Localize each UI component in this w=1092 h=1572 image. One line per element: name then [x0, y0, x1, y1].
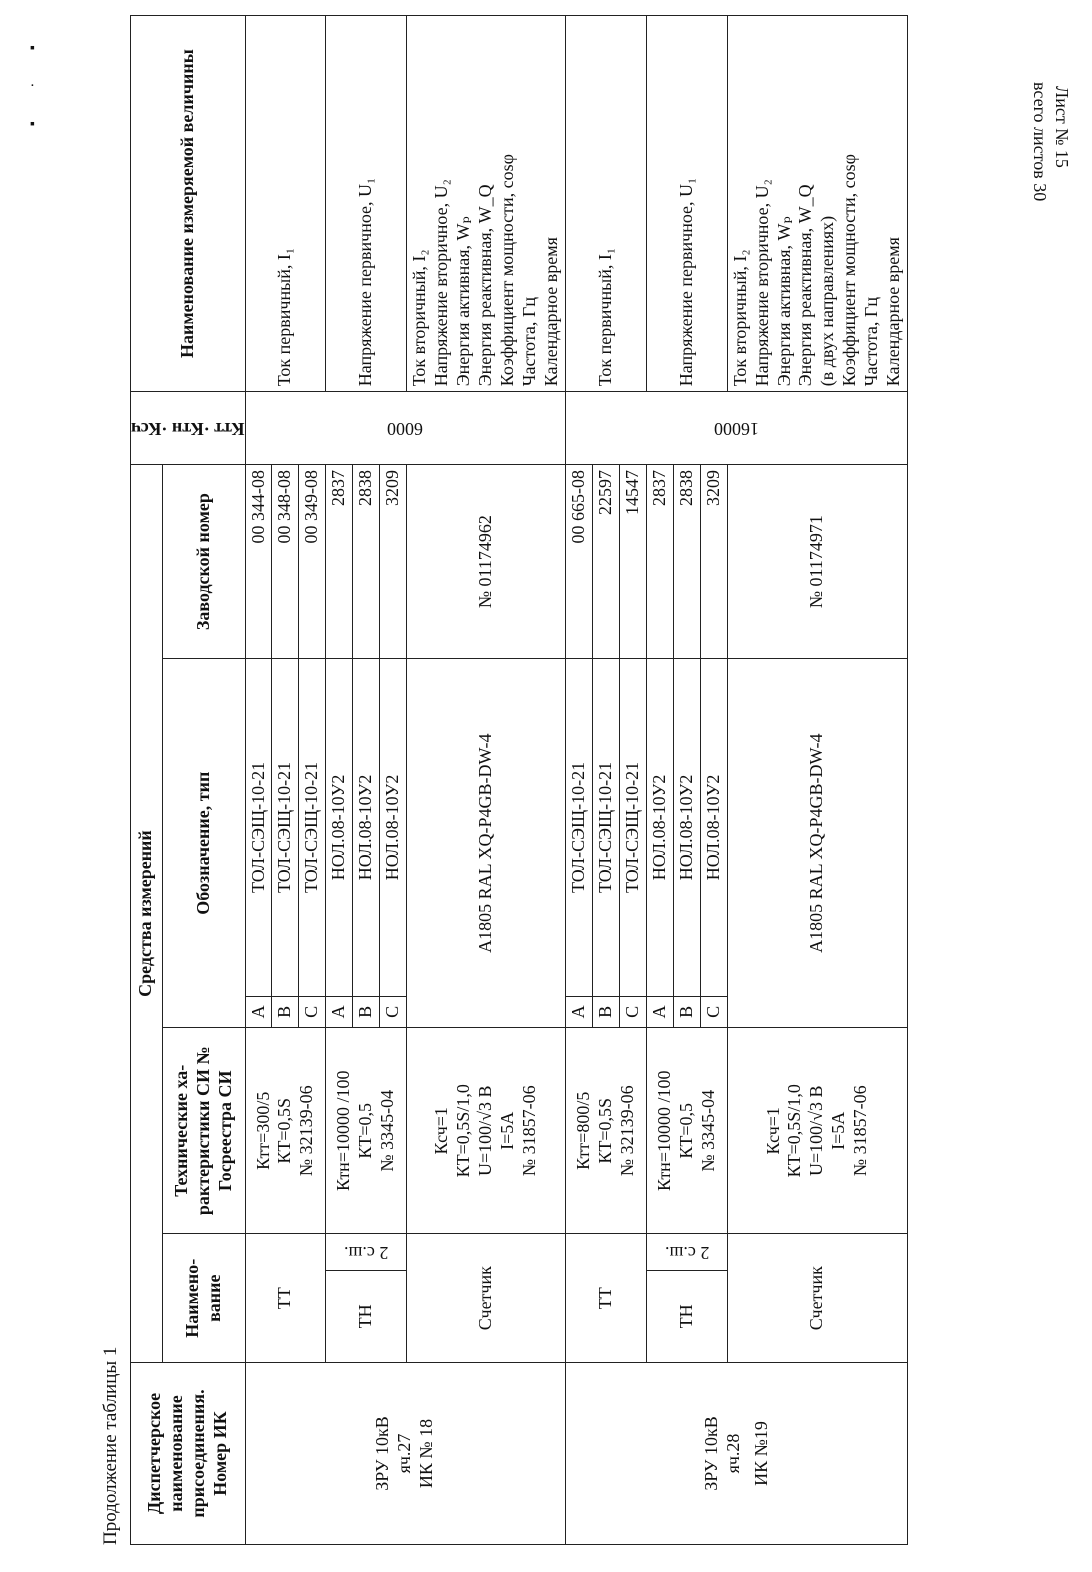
sheet-number: Лист № 15	[1052, 86, 1072, 168]
device-type: НОЛ.08-10У2	[380, 659, 407, 996]
quantity-tt: Ток первичный, I₁	[245, 16, 326, 392]
serial-number: 14547	[619, 465, 646, 659]
meter-type: А1805 RAL XQ-P4GB-DW-4	[407, 659, 566, 1028]
serial-number: 2838	[673, 465, 700, 659]
device-type: НОЛ.08-10У2	[353, 659, 380, 996]
serial-number: 2837	[326, 465, 353, 659]
table-row	[326, 16, 353, 1545]
table-row	[407, 16, 566, 1545]
rotated-page	[100, 0, 1092, 1550]
tn-tech: Ктн=10000 /100 КТ=0,5 № 3345-04	[326, 1028, 407, 1234]
device-type: НОЛ.08-10У2	[646, 659, 673, 996]
phase: В	[673, 996, 700, 1028]
tn-tech: Ктн=10000 /100 КТ=0,5 № 3345-04	[646, 1028, 727, 1234]
phase: В	[353, 996, 380, 1028]
tn-quantity: 2 с.ш.	[326, 1234, 407, 1270]
phase: А	[565, 996, 592, 1028]
margin-mark: ▪	[30, 117, 35, 132]
serial-number: 2838	[353, 465, 380, 659]
meter-type: А1805 RAL XQ-P4GB-DW-4	[727, 659, 908, 1028]
meter-serial: № 01174971	[727, 465, 908, 659]
phase: С	[700, 996, 727, 1028]
phase: С	[299, 996, 326, 1028]
device-type: НОЛ.08-10У2	[673, 659, 700, 996]
meter-tech: Ксч=1 КТ=0,5S/1,0 U=100/√3 В I=5А № 31857-06	[407, 1028, 566, 1234]
measurement-table	[130, 15, 908, 1545]
dispatcher-cell: ЗРУ 10кВ яч.27 ИК № 18	[245, 1363, 565, 1545]
quantity-tn: Напряжение первичное, U₁	[326, 16, 407, 392]
ratio-cell: 16000	[565, 392, 907, 465]
tn-label: ТН	[326, 1270, 407, 1362]
tn-quantity: 2 с.ш.	[646, 1234, 727, 1270]
meter-serial: № 01174962	[407, 465, 566, 659]
phase: С	[619, 996, 646, 1028]
serial-number: 3209	[380, 465, 407, 659]
device-type: ТОЛ-СЭЩ-10-21	[299, 659, 326, 996]
scan-margin-marks	[30, 30, 35, 144]
header-tech: Технические ха-рактеристики СИ № Госреестра СИ	[162, 1028, 245, 1234]
ratio-cell: 6000	[245, 392, 565, 465]
serial-number: 00 665-08	[565, 465, 592, 659]
tn-label: ТН	[646, 1270, 727, 1362]
device-type: ТОЛ-СЭЩ-10-21	[619, 659, 646, 996]
serial-number: 3209	[700, 465, 727, 659]
tt-label: ТТ	[245, 1234, 326, 1363]
tt-tech: Ктт=300/5 КТ=0,5S № 32139-06	[245, 1028, 326, 1234]
margin-mark: ▪	[30, 41, 35, 56]
dispatcher-cell: ЗРУ 10кВ яч.28 ИК №19	[565, 1363, 907, 1545]
device-type: НОЛ.08-10У2	[700, 659, 727, 996]
serial-number: 00 349-08	[299, 465, 326, 659]
device-type: ТОЛ-СЭЩ-10-21	[565, 659, 592, 996]
phase: А	[245, 996, 272, 1028]
meter-label: Счетчик	[407, 1234, 566, 1363]
header-designation: Обозначение, тип	[162, 659, 245, 1028]
sheet-total: всего листов 30	[1030, 82, 1050, 202]
header-serial: Заводской номер	[162, 465, 245, 659]
meter-tech: Ксч=1 КТ=0,5S/1,0 U=100/√3 В I=5А № 31857-06	[727, 1028, 908, 1234]
table-stage	[100, 10, 1035, 1550]
table-row	[646, 16, 673, 1545]
serial-number: 2837	[646, 465, 673, 659]
header-ratio: Ктт ·Ктн ·Ксч	[131, 392, 246, 465]
phase: С	[380, 996, 407, 1028]
device-type: НОЛ.08-10У2	[326, 659, 353, 996]
header-row	[131, 16, 163, 1545]
quantity-meter: Ток вторичный, I₂ Напряжение вторичное, U₂ Энергия активная, Wₚ Энергия реактивная, W_Q Коэффициент мощности, cosφ Частота, Гц Календарное время	[407, 16, 566, 392]
header-quantity: Наименование измеряемой величины	[131, 16, 246, 392]
tt-tech: Ктт=800/5 КТ=0,5S № 32139-06	[565, 1028, 646, 1234]
margin-mark: ⋅	[30, 79, 35, 94]
serial-number: 22597	[592, 465, 619, 659]
device-type: ТОЛ-СЭЩ-10-21	[272, 659, 299, 996]
table-row	[727, 16, 908, 1545]
tt-label: ТТ	[565, 1234, 646, 1363]
header-group: Средства измерений	[131, 465, 163, 1363]
header-dispatcher: Диспетчерское наименование присоединения. Номер ИК	[131, 1363, 246, 1545]
quantity-tn: Напряжение первичное, U₁	[646, 16, 727, 392]
table-row	[565, 16, 592, 1545]
meter-label: Счетчик	[727, 1234, 908, 1363]
serial-number: 00 344-08	[245, 465, 272, 659]
serial-number: 00 348-08	[272, 465, 299, 659]
quantity-tt: Ток первичный, I₁	[565, 16, 646, 392]
table-caption: Продолжение таблицы 1	[100, 1346, 121, 1545]
phase: В	[272, 996, 299, 1028]
header-name: Наимено-вание	[162, 1234, 245, 1363]
quantity-meter: Ток вторичный, I₂ Напряжение вторичное, U₂ Энергия активная, Wₚ Энергия реактивная, W_Q (в двух направлениях) Коэффициент мощности, cosφ Частота, Гц Календарное время	[727, 16, 908, 392]
device-type: ТОЛ-СЭЩ-10-21	[592, 659, 619, 996]
phase: В	[592, 996, 619, 1028]
table-row	[245, 16, 272, 1545]
phase: А	[326, 996, 353, 1028]
device-type: ТОЛ-СЭЩ-10-21	[245, 659, 272, 996]
phase: А	[646, 996, 673, 1028]
